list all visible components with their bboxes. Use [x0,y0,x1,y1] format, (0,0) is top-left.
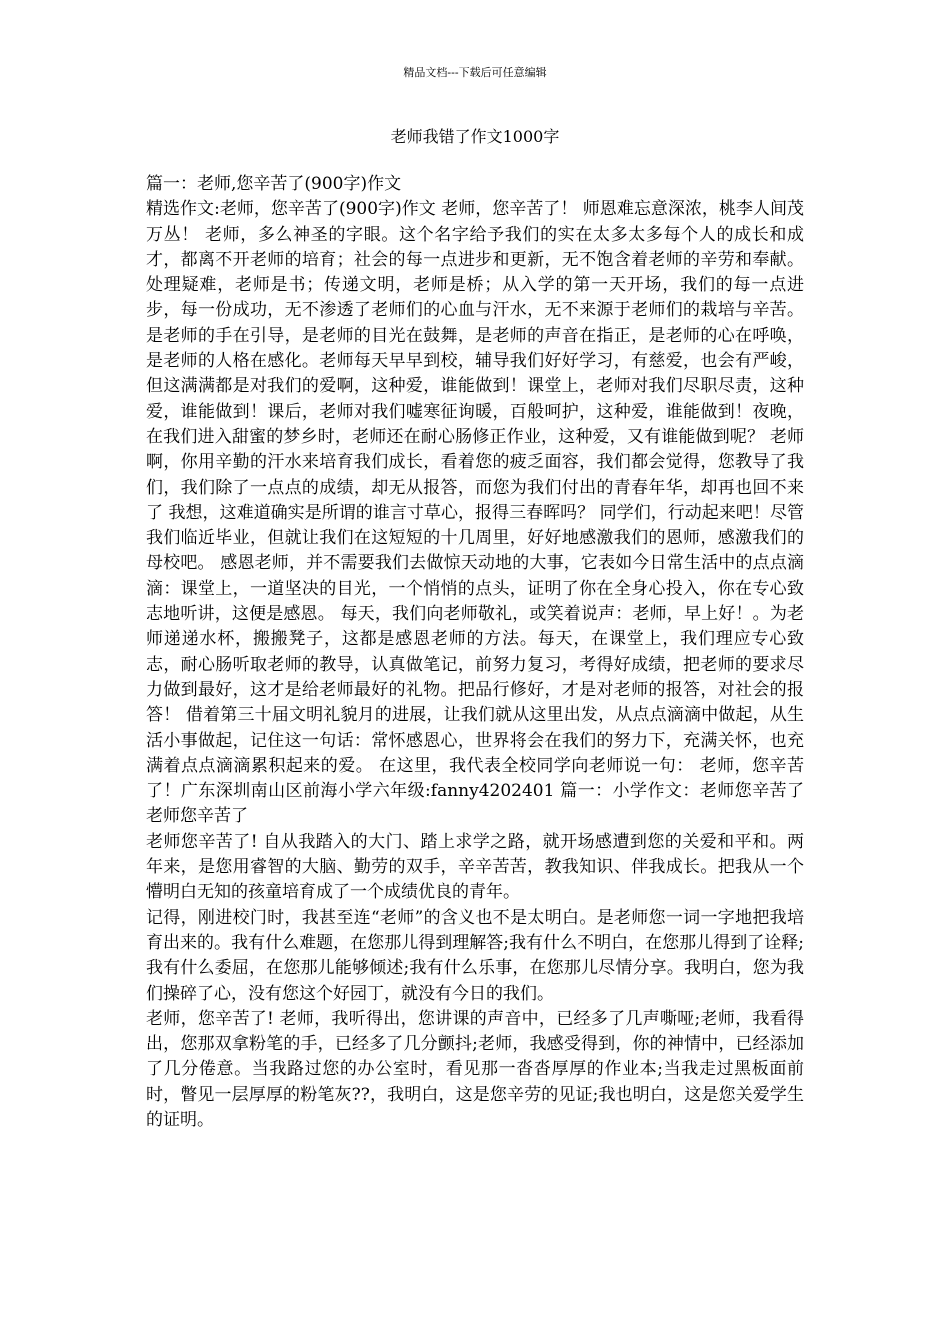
body-paragraph: 老师，您辛苦了! 老师，我听得出，您讲课的声音中，已经多了几声嘶哑;老师，我看得出，您那双拿粉笔的手，已经多了几分颤抖;老师，我感受得到，你的神情中，已经添加了几分倦意。当我路过您的办公室时，看见那一沓沓厚厚的作业本;当我走过黑板面前时，瞥见一层厚厚的粉笔灰??，我明白，这是您辛劳的见证;我也明白，这是您关爱学生的证明。 [146,1008,804,1130]
document-title: 老师我错了作文1000字 [390,127,560,146]
section-heading: 篇一：老师,您辛苦了(900字)作文 [146,174,402,194]
body-paragraph: 老师您辛苦了! 自从我踏入的大门、踏上求学之路，就开场感遭到您的关爱和平和。两年来，是您用睿智的大脑、勤劳的双手，辛辛苦苦，教我知识、伴我成长。把我从一个懵明白无知的孩童培育成了一个成绩优良的青年。 [146,831,804,903]
body-paragraph: 记得，刚进校门时，我甚至连“老师”的含义也不是太明白。是老师您一词一字地把我培育出来的。我有什么难题，在您那儿得到理解答;我有什么不明白，在您那儿得到了诠释;我有什么委屈，在您那儿能够倾述;我有什么乐事，在您那儿尽情分享。我明白，您为我们操碎了心，没有您这个好园丁，就没有今日的我们。 [146,907,804,1004]
body-paragraph: 精选作文:老师，您辛苦了(900字)作文 老师，您辛苦了！ 师恩难忘意深浓，桃李人间茂万丛！ 老师，多么神圣的字眼。这个名字给予我们的实在太多太多每个人的成长和成才，都离不开老师的培育；社会的每一点进步和更新，无不饱含着老师的辛劳和奉献。处理疑难，老师是书；传递文明，老师是桥；从入学的第一天开场，我们的每一点进步，每一份成功，无不渗透了老师们的心血与汗水，无不来源于老师们的栽培与辛苦。是老师的手在引导，是老师的目光在鼓舞，是老师的声音在指正，是老师的心在呼唤，是老师的人格在感化。老师每天早早到校，辅导我们好好学习，有慈爱，也会有严峻，但这满满都是对我们的爱啊，这种爱，谁能做到！课堂上，老师对我们尽职尽责，这种爱，谁能做到！课后，老师对我们嘘寒征询暖，百般呵护，这种爱，谁能做到！夜晚，在我们进入甜蜜的梦乡时，老师还在耐心肠修正作业，这种爱，又有谁能做到呢？ 老师啊，你用辛勤的汗水来培育我们成长，看着您的疲乏面容，我们都会觉得，您教导了我们，我们除了一点点的成绩，却无从报答，而您为我们付出的青春年华，却再也回不来了 我想，这难道确实是所谓的谁言寸草心，报得三春晖吗？ 同学们，行动起来吧！尽管我们临近毕业，但就让我们在这短短的十几周里，好好地感激我们的恩师，感激我们的母校吧。 感恩老师，并不需要我们去做惊天动地的大事，它表如今日常生活中的点点滴滴：课堂上，一道坚决的目光，一个悄悄的点头，证明了你在全身心投入，你在专心致志地听讲，这便是感恩。 每天，我们向老师敬礼，或笑着说声：老师，早上好！。为老师递递水杯，搬搬凳子，这都是感恩老师的方法。每天，在课堂上，我们理应专心致志，耐心肠听取老师的教导，认真做笔记，前努力复习，考得好成绩，把老师的要求尽力做到最好，这才是给老师最好的礼物。把品行修好，才是对老师的报答，对社会的报答！ 借着第三十届文明礼貌月的进展，让我们就从这里出发，从点点滴滴中做起，从生活小事做起，记住这一句话：常怀感恩心，世界将会在我们的努力下，充满关怀，也充满着点点滴滴累积起来的爱。 在这里，我代表全校同学向老师说一句： 老师，您辛苦了！广东深圳南山区前海小学六年级:fanny4202401 篇一：小学作文：老师您辛苦了 老师您辛苦了 [146,199,804,827]
page-header-note: 精品文档---下载后可任意编辑 [403,66,547,79]
document-body [146,172,804,1133]
